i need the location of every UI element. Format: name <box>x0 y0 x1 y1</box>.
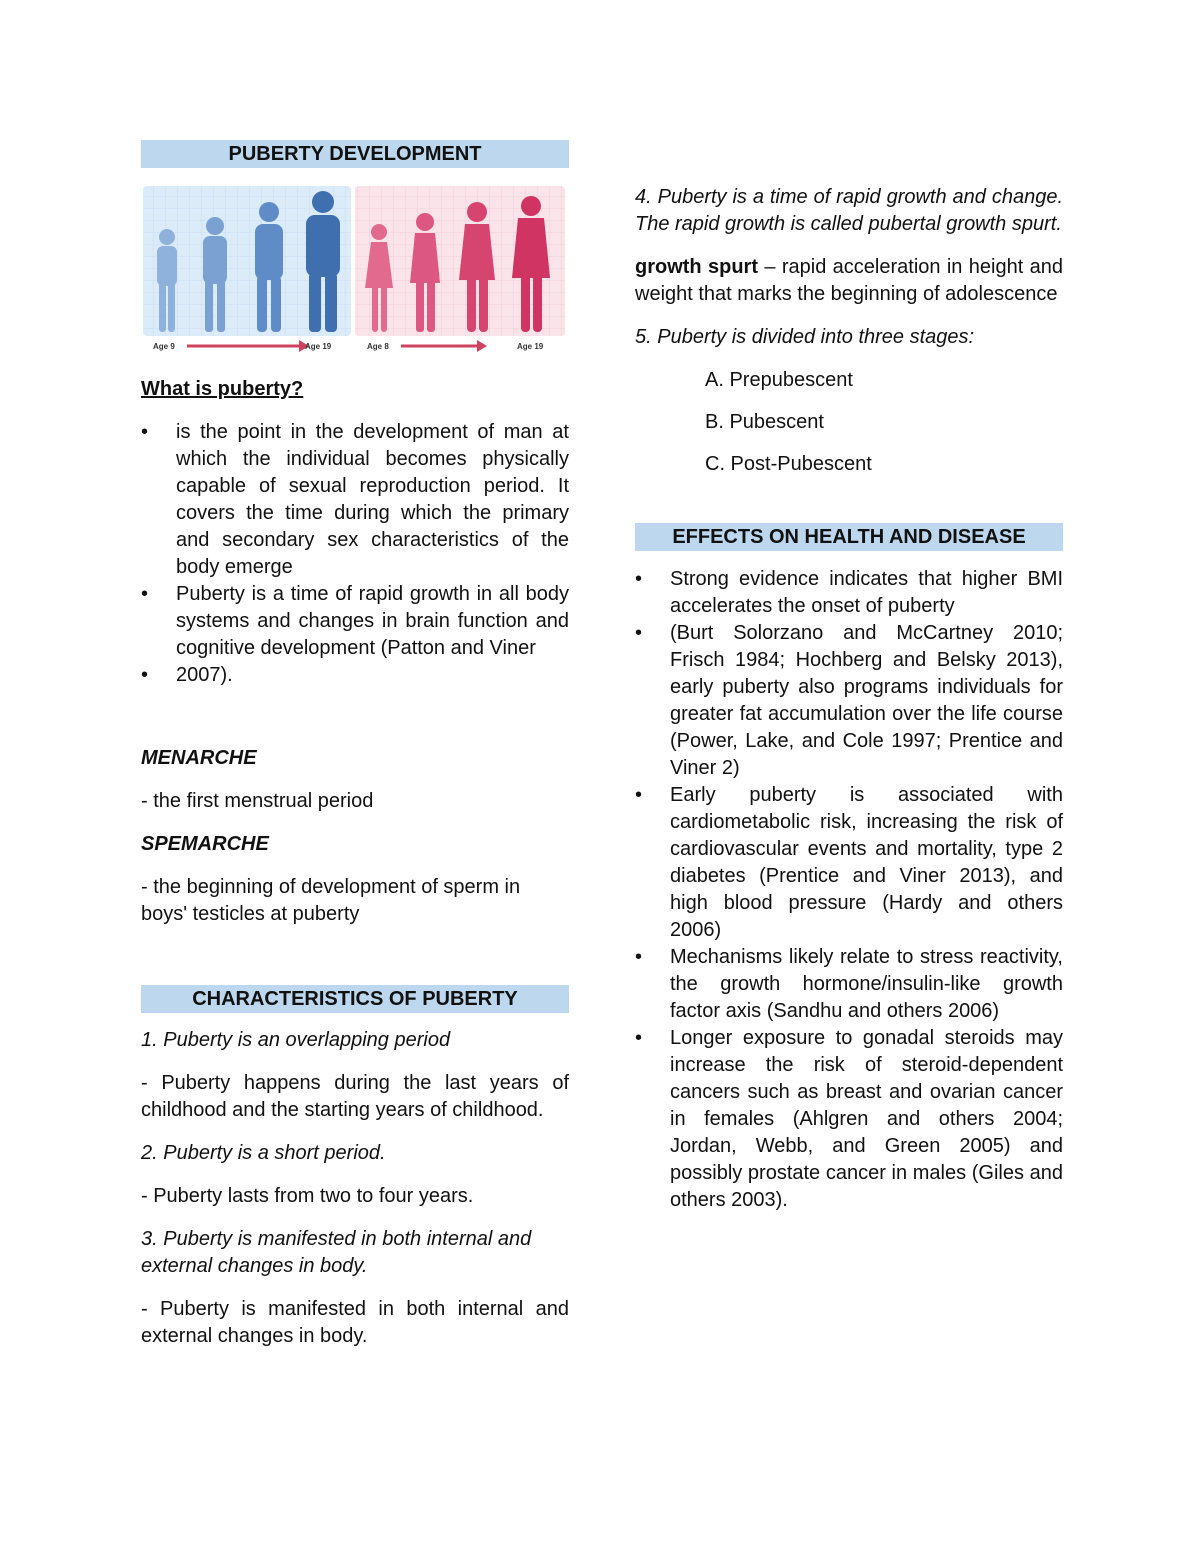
characteristic-1-heading: 1. Puberty is an overlapping period <box>141 1029 451 1051</box>
girls-age-end-label: Age 19 <box>517 342 544 351</box>
section-banner-puberty-development: PUBERTY DEVELOPMENT <box>141 140 569 168</box>
menarche-definition: - the first menstrual period <box>141 790 374 812</box>
spermarche-definition: - the beginning of development of sperm in boys' testicles at puberty <box>141 876 521 925</box>
effects-list <box>635 566 1063 1214</box>
list-item: • Mechanisms likely relate to stress reactivity, the growth hormone/insulin-like growth factor axis (Sandhu and others 2006) <box>635 944 1063 1025</box>
stage-item: C. Post-Pubescent <box>705 453 872 475</box>
what-is-puberty-heading: What is puberty? <box>141 378 304 400</box>
growth-spurt-definition <box>635 254 1063 308</box>
stage-item: A. Prepubescent <box>705 369 853 391</box>
list-item: • is the point in the development of man at which the individual becomes physically capable of sexual reproduction period. It covers the time during which the primary and secondary sex characteristics of the body emerge <box>141 419 569 581</box>
right-column <box>635 184 1063 1214</box>
section-banner-effects: EFFECTS ON HEALTH AND DISEASE <box>635 523 1063 551</box>
characteristic-4-heading: 4. Puberty is a time of rapid growth and change. The rapid growth is called pubertal growth spurt. <box>635 186 1063 235</box>
list-item: • Early puberty is associated with cardiometabolic risk, increasing the risk of cardiovascular events and mortality, type 2 diabetes (Prentice and Viner 2013), and high blood pressure (Hardy and others 2006) <box>635 782 1063 944</box>
growth-spurt-text: – rapid acceleration in height and weight that marks the beginning of adolescence <box>635 256 1063 305</box>
list-item: • 2007). <box>141 662 569 689</box>
characteristic-3-text: - Puberty is manifested in both internal and external changes in body. <box>141 1298 569 1347</box>
characteristic-1-text: - Puberty happens during the last years of childhood and the starting years of childhood. <box>141 1072 569 1121</box>
list-item: • Strong evidence indicates that higher BMI accelerates the onset of puberty <box>635 566 1063 620</box>
boys-age-start-label: Age 9 <box>153 342 175 351</box>
characteristic-3-heading: 3. Puberty is manifested in both internal and external changes in body. <box>141 1228 532 1277</box>
puberty-definition-list <box>141 419 569 689</box>
characteristic-2-text: - Puberty lasts from two to four years. <box>141 1185 474 1207</box>
puberty-growth-figure <box>141 184 569 354</box>
left-column <box>141 140 569 1350</box>
boys-age-end-label: Age 19 <box>305 342 332 351</box>
characteristic-2-heading: 2. Puberty is a short period. <box>141 1142 386 1164</box>
spermarche-term: SPEMARCHE <box>141 833 269 855</box>
stage-item: B. Pubescent <box>705 411 824 433</box>
growth-spurt-term: growth spurt <box>635 256 759 278</box>
growth-silhouettes-illustration <box>141 184 569 354</box>
list-item: • Longer exposure to gonadal steroids may increase the risk of steroid-dependent cancers such as breast and ovarian cancer in females (Ahlgren and others 2004; Jordan, Webb, and Green 2005) and possibly prostate cancer in males (Giles and others 2003). <box>635 1025 1063 1214</box>
section-banner-characteristics: CHARACTERISTICS OF PUBERTY <box>141 985 569 1013</box>
menarche-term: MENARCHE <box>141 747 257 769</box>
girls-age-start-label: Age 8 <box>367 342 389 351</box>
list-item: • (Burt Solorzano and McCartney 2010; Frisch 1984; Hochberg and Belsky 2013), early puberty also programs individuals for greater fat accumulation over the life course (Power, Lake, and Cole 1997; Prentice and Viner 2) <box>635 620 1063 782</box>
characteristic-5-heading: 5. Puberty is divided into three stages: <box>635 326 975 348</box>
list-item: • Puberty is a time of rapid growth in all body systems and changes in brain function and cognitive development (Patton and Viner <box>141 581 569 662</box>
